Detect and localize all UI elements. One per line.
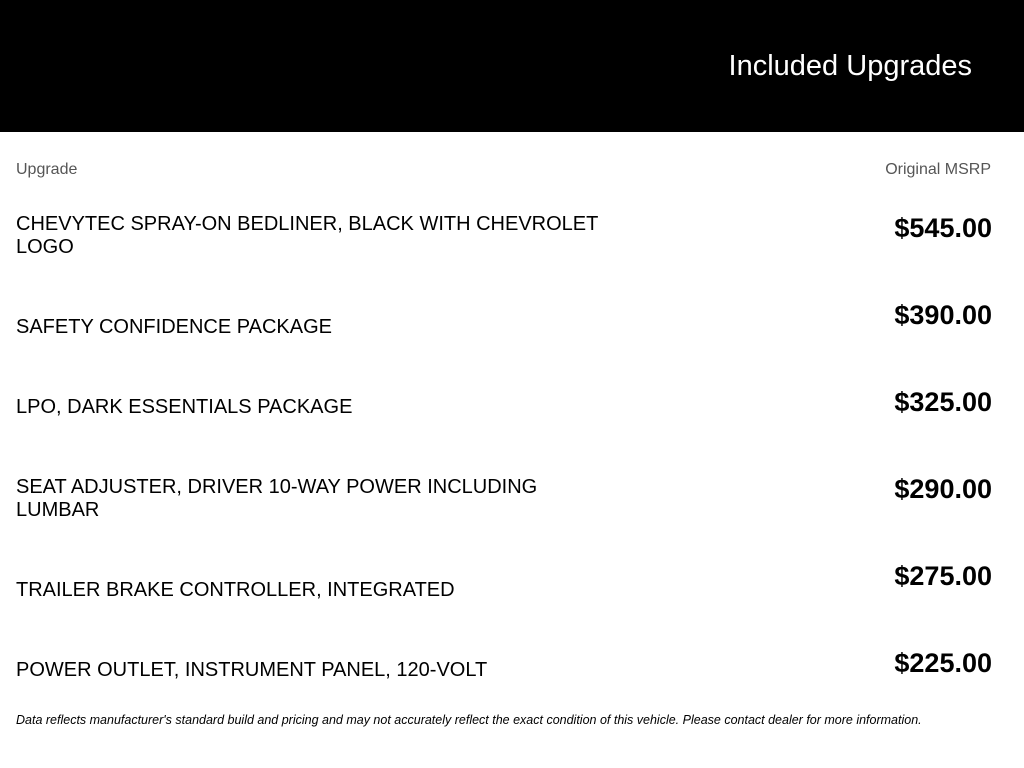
upgrade-name: CHEVYTEC SPRAY-ON BEDLINER, BLACK WITH CHEVROLET LOGO <box>16 213 598 258</box>
upgrade-name: SAFETY CONFIDENCE PACKAGE <box>16 316 332 338</box>
header-bar <box>0 0 1024 132</box>
column-header-upgrade: Upgrade <box>16 161 78 178</box>
upgrade-price: $390.00 <box>894 300 992 330</box>
upgrade-price: $325.00 <box>894 387 992 417</box>
upgrade-price: $545.00 <box>894 213 992 243</box>
upgrade-name: SEAT ADJUSTER, DRIVER 10-WAY POWER INCLUDING LUMBAR <box>16 476 538 521</box>
upgrade-name: POWER OUTLET, INSTRUMENT PANEL, 120-VOLT <box>16 659 488 681</box>
upgrade-name: LPO, DARK ESSENTIALS PACKAGE <box>16 396 353 418</box>
column-header-msrp: Original MSRP <box>885 161 991 178</box>
disclaimer-footnote: Data reflects manufacturer's standard build and pricing and may not accurately reflect the exact condition of this vehicle. Please contact dealer for more information. <box>16 713 922 727</box>
upgrade-price: $275.00 <box>894 561 992 591</box>
page-title: Included Upgrades <box>728 50 972 82</box>
upgrade-name: TRAILER BRAKE CONTROLLER, INTEGRATED <box>16 579 455 601</box>
upgrade-price: $290.00 <box>894 474 992 504</box>
upgrade-price: $225.00 <box>894 648 992 678</box>
